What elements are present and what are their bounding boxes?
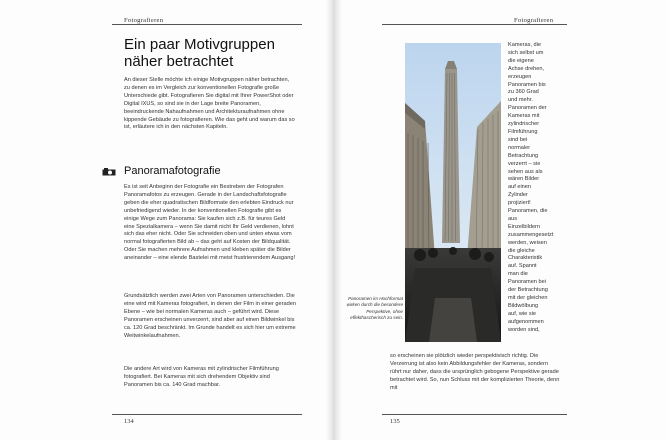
section-title: Panoramafotografie xyxy=(124,165,221,177)
left-head-rule xyxy=(112,24,302,25)
panorama-paragraph-3: Die andere Art wird von Kameras mit zylindrischer Filmführung fotografiert. Bei Kameras mit sich drehendem Objektiv sind Panoramen bis ca. 140 Grad machbar. xyxy=(124,366,279,388)
right-narrow-column: Kameras, die sich selbst um die eigene Achse drehen, erzeugen Panoramen bis zu 360 Grad und mehr. Panoramen der Kameras mit zylindrischer Filmführung sind bei normaler Betrachtung verzerrt – sie sehen aus als wären Bilder auf einen Zylinder projiziert! Panoramen, die aus Einzelbildern zusammengesetzt werden, weisen die gleiche Charakteristik auf. Spannt man die Panoramen bei der Betrachtung mit der gleichen Bildwölbung auf, wie sie aufgenommen worden sind, xyxy=(508,42,554,333)
left-page-number: 134 xyxy=(124,418,134,425)
right-wide-column: so erscheinen sie plötzlich wieder perspektivisch richtig. Die Verzerrung ist also kein Abbildungsfehler der Kameras, sondern rührt nur daher, dass die ursprünglich gebogene Perspektive gerade betrachtet wird. So, nun Schluss mit der komplizierten Theorie, denn mit xyxy=(390,353,560,391)
camera-icon xyxy=(102,168,116,176)
left-foot-rule xyxy=(112,414,302,415)
right-foot-rule xyxy=(382,414,567,415)
chapter-title-line2: näher betrachtet xyxy=(124,53,234,70)
left-running-head: Fotografieren xyxy=(124,17,164,24)
photo-caption: Panoramen im Hochformat wirken durch die besondere Perspektive, ohne effekthascherisch zu sein. xyxy=(346,296,403,320)
chapter-title-line1: Ein paar Motivgruppen xyxy=(124,36,275,53)
skyscraper-photo xyxy=(405,43,501,342)
chapter-title xyxy=(124,36,304,70)
right-page-number: 135 xyxy=(390,418,400,425)
panorama-paragraph-2: Grundsätzlich werden zwei Arten von Panoramen unterschieden. Die eine wird mit Kameras fotografiert, in denen der Film in einer geraden Ebene – wie bei normalen Kameras auch – geführt wird. Diese Panoramen erscheinen unverzerrt, sind aber auf einen Bildwinkel bis ca. 120 Grad beschränkt. Im Grunde handelt es sich hier um extreme Weitwinkelaufnahmen. xyxy=(124,293,296,339)
intro-paragraph: An dieser Stelle möchte ich einige Motivgruppen näher betrachten, zu denen es im Vergleich zur konventionellen Fotografie große Unterschiede gibt. Fotografieren Sie digital mit Ihrer PowerShot oder Digital IXUS, so sind sie in der Lage breite Panoramen, beeindruckende Nahaufnahmen und Architekturaufnahmen ohne kippende Gebäude zu fotografieren. Wie das geht und warum das so ist, erläutere ich in den nächsten Kapiteln. xyxy=(124,77,295,131)
book-gutter xyxy=(326,0,342,440)
panorama-paragraph-1: Es ist seit Anbeginn der Fotografie ein Bestreben der Fotografen Panoramafotos zu erzeugen. Gerade in der Landschaftsfotografie geben die eher quadratischen Bildformate den erlebten Eindruck nur unbefriedigend wieder. In der konventionellen Fotografie gibt es einige Wege zum Panorama: Sie kaufen sich z.B. für teures Geld eine Spezialkamera – wenn Sie damit nicht Ihr Geld verdienen, lohnt sich das eher nicht. Oder Sie schneiden oben und unten etwas vom normal fotografierten Bild ab – das geht auf Kosten der Bildqualität. Oder Sie machen mehrere Aufnahmen und kleben später die Bilder aneinander – eine elende Bastelei mit meist frustrierendem Ausgang! xyxy=(124,184,296,262)
right-head-rule xyxy=(382,24,567,25)
right-running-head: Fotografieren xyxy=(514,17,554,24)
